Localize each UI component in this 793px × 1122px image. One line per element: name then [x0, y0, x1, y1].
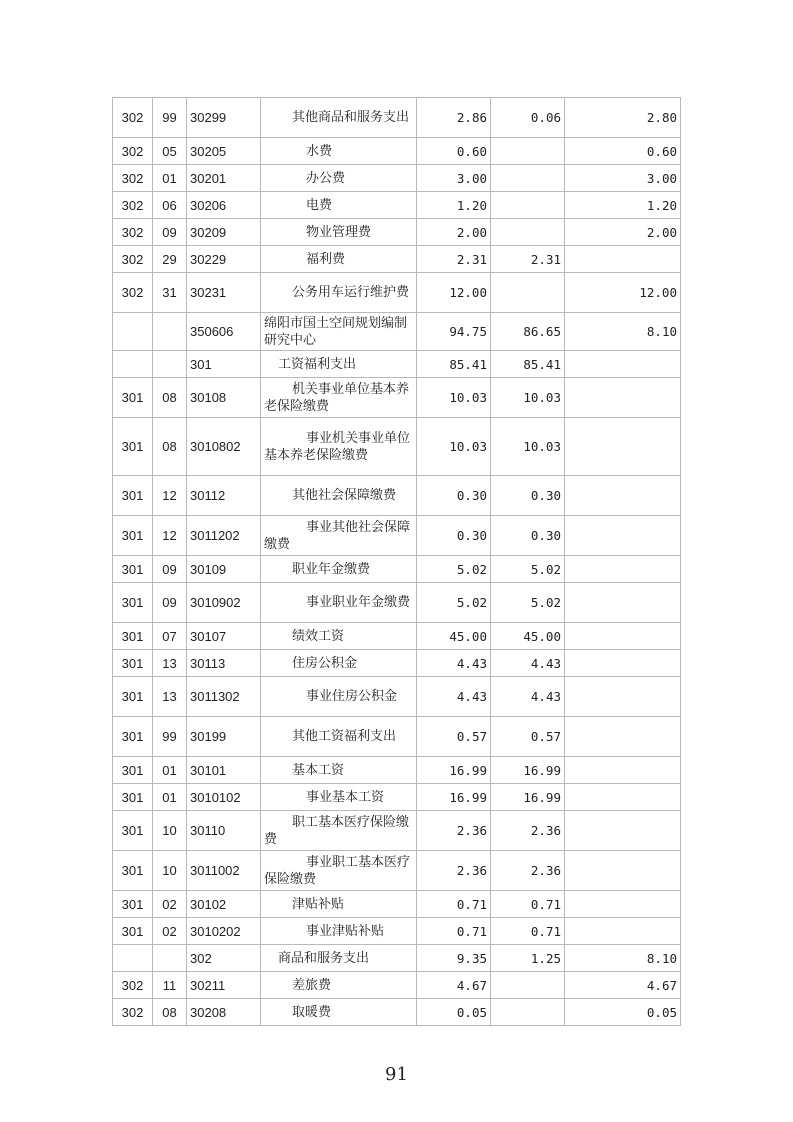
- basic-expense-cell: 16.99: [491, 757, 565, 784]
- total-cell: 0.71: [417, 891, 491, 918]
- item-name-cell: 事业职工基本医疗保险缴费: [261, 851, 417, 891]
- project-expense-cell: [565, 891, 681, 918]
- econ-code-cell: 30231: [187, 273, 261, 313]
- project-expense-cell: 0.60: [565, 138, 681, 165]
- project-expense-cell: 8.10: [565, 313, 681, 351]
- econ-code-cell: 30101: [187, 757, 261, 784]
- basic-expense-cell: 5.02: [491, 583, 565, 623]
- basic-expense-cell: [491, 273, 565, 313]
- table-row: [113, 757, 681, 784]
- class-code-cell: 301: [113, 784, 153, 811]
- item-code-cell: 02: [153, 891, 187, 918]
- item-code-cell: 09: [153, 556, 187, 583]
- total-cell: 1.20: [417, 192, 491, 219]
- basic-expense-cell: [491, 972, 565, 999]
- total-cell: 0.71: [417, 918, 491, 945]
- project-expense-cell: 12.00: [565, 273, 681, 313]
- total-cell: 2.36: [417, 851, 491, 891]
- table-row: [113, 476, 681, 516]
- project-expense-cell: [565, 918, 681, 945]
- table-row: [113, 98, 681, 138]
- item-name-cell: 其他商品和服务支出: [261, 98, 417, 138]
- econ-code-cell: 30110: [187, 811, 261, 851]
- class-code-cell: 301: [113, 918, 153, 945]
- basic-expense-cell: 1.25: [491, 945, 565, 972]
- total-cell: 10.03: [417, 418, 491, 476]
- project-expense-cell: [565, 851, 681, 891]
- item-name-cell: 事业职业年金缴费: [261, 583, 417, 623]
- item-name-cell: 商品和服务支出: [261, 945, 417, 972]
- project-expense-cell: [565, 418, 681, 476]
- project-expense-cell: 2.80: [565, 98, 681, 138]
- total-cell: 4.67: [417, 972, 491, 999]
- project-expense-cell: [565, 784, 681, 811]
- class-code-cell: 302: [113, 999, 153, 1026]
- econ-code-cell: 30107: [187, 623, 261, 650]
- econ-code-cell: 3011002: [187, 851, 261, 891]
- item-name-cell: 基本工资: [261, 757, 417, 784]
- table-row: [113, 650, 681, 677]
- table-row: [113, 246, 681, 273]
- total-cell: 5.02: [417, 556, 491, 583]
- class-code-cell: 301: [113, 623, 153, 650]
- table-row: [113, 677, 681, 717]
- table-row: [113, 945, 681, 972]
- class-code-cell: 301: [113, 476, 153, 516]
- table-row: [113, 918, 681, 945]
- project-expense-cell: 0.05: [565, 999, 681, 1026]
- item-name-cell: 取暖费: [261, 999, 417, 1026]
- project-expense-cell: [565, 351, 681, 378]
- item-code-cell: 02: [153, 918, 187, 945]
- econ-code-cell: 30199: [187, 717, 261, 757]
- item-name-cell: 办公费: [261, 165, 417, 192]
- econ-code-cell: 30109: [187, 556, 261, 583]
- table-row: [113, 219, 681, 246]
- item-code-cell: 06: [153, 192, 187, 219]
- project-expense-cell: 1.20: [565, 192, 681, 219]
- item-name-cell: 工资福利支出: [261, 351, 417, 378]
- total-cell: 0.30: [417, 516, 491, 556]
- econ-code-cell: 302: [187, 945, 261, 972]
- table-row: [113, 784, 681, 811]
- total-cell: 0.05: [417, 999, 491, 1026]
- basic-expense-cell: 0.30: [491, 516, 565, 556]
- budget-table: [112, 97, 681, 1026]
- class-code-cell: 301: [113, 677, 153, 717]
- project-expense-cell: [565, 476, 681, 516]
- project-expense-cell: [565, 717, 681, 757]
- table-row: [113, 192, 681, 219]
- econ-code-cell: 30201: [187, 165, 261, 192]
- table-row: [113, 313, 681, 351]
- item-name-cell: 其他工资福利支出: [261, 717, 417, 757]
- basic-expense-cell: 86.65: [491, 313, 565, 351]
- class-code-cell: 302: [113, 219, 153, 246]
- basic-expense-cell: [491, 138, 565, 165]
- class-code-cell: 301: [113, 378, 153, 418]
- class-code-cell: 301: [113, 757, 153, 784]
- item-code-cell: [153, 945, 187, 972]
- class-code-cell: 301: [113, 583, 153, 623]
- item-name-cell: 津贴补贴: [261, 891, 417, 918]
- basic-expense-cell: 2.31: [491, 246, 565, 273]
- econ-code-cell: 3010802: [187, 418, 261, 476]
- table-row: [113, 891, 681, 918]
- item-name-cell: 事业津贴补贴: [261, 918, 417, 945]
- item-name-cell: 绵阳市国土空间规划编制研究中心: [261, 313, 417, 351]
- basic-expense-cell: 0.30: [491, 476, 565, 516]
- item-name-cell: 福利费: [261, 246, 417, 273]
- item-name-cell: 住房公积金: [261, 650, 417, 677]
- econ-code-cell: 30205: [187, 138, 261, 165]
- class-code-cell: 301: [113, 851, 153, 891]
- basic-expense-cell: 4.43: [491, 650, 565, 677]
- project-expense-cell: [565, 583, 681, 623]
- total-cell: 10.03: [417, 378, 491, 418]
- table-row: [113, 165, 681, 192]
- item-code-cell: 08: [153, 378, 187, 418]
- class-code-cell: 301: [113, 516, 153, 556]
- class-code-cell: 301: [113, 717, 153, 757]
- item-code-cell: 10: [153, 811, 187, 851]
- total-cell: 12.00: [417, 273, 491, 313]
- item-code-cell: [153, 351, 187, 378]
- econ-code-cell: 301: [187, 351, 261, 378]
- item-name-cell: 职工基本医疗保险缴费: [261, 811, 417, 851]
- econ-code-cell: 30209: [187, 219, 261, 246]
- table-row: [113, 351, 681, 378]
- item-name-cell: 事业其他社会保障缴费: [261, 516, 417, 556]
- basic-expense-cell: 0.06: [491, 98, 565, 138]
- basic-expense-cell: 45.00: [491, 623, 565, 650]
- item-code-cell: 07: [153, 623, 187, 650]
- item-name-cell: 水费: [261, 138, 417, 165]
- class-code-cell: 301: [113, 891, 153, 918]
- basic-expense-cell: 85.41: [491, 351, 565, 378]
- basic-expense-cell: [491, 165, 565, 192]
- basic-expense-cell: 0.57: [491, 717, 565, 757]
- econ-code-cell: 3010102: [187, 784, 261, 811]
- item-code-cell: 01: [153, 784, 187, 811]
- total-cell: 4.43: [417, 677, 491, 717]
- class-code-cell: [113, 945, 153, 972]
- total-cell: 45.00: [417, 623, 491, 650]
- total-cell: 2.86: [417, 98, 491, 138]
- item-name-cell: 差旅费: [261, 972, 417, 999]
- project-expense-cell: [565, 623, 681, 650]
- total-cell: 2.00: [417, 219, 491, 246]
- basic-expense-cell: [491, 219, 565, 246]
- project-expense-cell: 3.00: [565, 165, 681, 192]
- table-body: [113, 98, 681, 1026]
- item-code-cell: 12: [153, 476, 187, 516]
- total-cell: 94.75: [417, 313, 491, 351]
- project-expense-cell: [565, 757, 681, 784]
- econ-code-cell: 30113: [187, 650, 261, 677]
- table-row: [113, 999, 681, 1026]
- item-code-cell: 10: [153, 851, 187, 891]
- table-row: [113, 623, 681, 650]
- total-cell: 0.60: [417, 138, 491, 165]
- item-code-cell: 13: [153, 650, 187, 677]
- total-cell: 16.99: [417, 757, 491, 784]
- item-name-cell: 职业年金缴费: [261, 556, 417, 583]
- total-cell: 9.35: [417, 945, 491, 972]
- total-cell: 2.36: [417, 811, 491, 851]
- item-code-cell: 01: [153, 757, 187, 784]
- item-code-cell: 99: [153, 98, 187, 138]
- table-row: [113, 378, 681, 418]
- project-expense-cell: 8.10: [565, 945, 681, 972]
- item-name-cell: 事业基本工资: [261, 784, 417, 811]
- item-code-cell: 09: [153, 583, 187, 623]
- item-code-cell: 05: [153, 138, 187, 165]
- econ-code-cell: 30299: [187, 98, 261, 138]
- table-row: [113, 583, 681, 623]
- econ-code-cell: 3011302: [187, 677, 261, 717]
- table-row: [113, 273, 681, 313]
- table-row: [113, 556, 681, 583]
- item-name-cell: 电费: [261, 192, 417, 219]
- econ-code-cell: 30211: [187, 972, 261, 999]
- total-cell: 5.02: [417, 583, 491, 623]
- class-code-cell: [113, 351, 153, 378]
- total-cell: 0.30: [417, 476, 491, 516]
- class-code-cell: 301: [113, 650, 153, 677]
- table-row: [113, 851, 681, 891]
- econ-code-cell: 350606: [187, 313, 261, 351]
- table-row: [113, 516, 681, 556]
- econ-code-cell: 30208: [187, 999, 261, 1026]
- item-code-cell: 11: [153, 972, 187, 999]
- project-expense-cell: [565, 246, 681, 273]
- item-code-cell: 08: [153, 999, 187, 1026]
- item-name-cell: 事业住房公积金: [261, 677, 417, 717]
- econ-code-cell: 30102: [187, 891, 261, 918]
- project-expense-cell: [565, 811, 681, 851]
- class-code-cell: 302: [113, 165, 153, 192]
- class-code-cell: 302: [113, 273, 153, 313]
- item-code-cell: 08: [153, 418, 187, 476]
- class-code-cell: 301: [113, 811, 153, 851]
- project-expense-cell: 4.67: [565, 972, 681, 999]
- basic-expense-cell: [491, 192, 565, 219]
- table-row: [113, 717, 681, 757]
- item-name-cell: 绩效工资: [261, 623, 417, 650]
- class-code-cell: 302: [113, 246, 153, 273]
- project-expense-cell: [565, 516, 681, 556]
- basic-expense-cell: 0.71: [491, 891, 565, 918]
- item-name-cell: 公务用车运行维护费: [261, 273, 417, 313]
- class-code-cell: 302: [113, 192, 153, 219]
- item-name-cell: 事业机关事业单位基本养老保险缴费: [261, 418, 417, 476]
- basic-expense-cell: 4.43: [491, 677, 565, 717]
- project-expense-cell: [565, 677, 681, 717]
- item-name-cell: 其他社会保障缴费: [261, 476, 417, 516]
- item-name-cell: 机关事业单位基本养老保险缴费: [261, 378, 417, 418]
- page-number: 91: [385, 1064, 408, 1085]
- class-code-cell: 301: [113, 418, 153, 476]
- econ-code-cell: 30112: [187, 476, 261, 516]
- total-cell: 4.43: [417, 650, 491, 677]
- item-code-cell: 29: [153, 246, 187, 273]
- basic-expense-cell: 10.03: [491, 418, 565, 476]
- class-code-cell: 301: [113, 556, 153, 583]
- econ-code-cell: 30108: [187, 378, 261, 418]
- class-code-cell: 302: [113, 138, 153, 165]
- basic-expense-cell: 5.02: [491, 556, 565, 583]
- basic-expense-cell: [491, 999, 565, 1026]
- project-expense-cell: [565, 650, 681, 677]
- project-expense-cell: [565, 378, 681, 418]
- basic-expense-cell: 2.36: [491, 851, 565, 891]
- econ-code-cell: 30206: [187, 192, 261, 219]
- item-code-cell: 01: [153, 165, 187, 192]
- item-code-cell: [153, 313, 187, 351]
- table-row: [113, 811, 681, 851]
- table-row: [113, 418, 681, 476]
- total-cell: 0.57: [417, 717, 491, 757]
- table-row: [113, 972, 681, 999]
- basic-expense-cell: 16.99: [491, 784, 565, 811]
- table-row: [113, 138, 681, 165]
- econ-code-cell: 3011202: [187, 516, 261, 556]
- project-expense-cell: 2.00: [565, 219, 681, 246]
- basic-expense-cell: 2.36: [491, 811, 565, 851]
- econ-code-cell: 30229: [187, 246, 261, 273]
- class-code-cell: 302: [113, 98, 153, 138]
- item-code-cell: 09: [153, 219, 187, 246]
- item-code-cell: 12: [153, 516, 187, 556]
- project-expense-cell: [565, 556, 681, 583]
- item-code-cell: 99: [153, 717, 187, 757]
- econ-code-cell: 3010202: [187, 918, 261, 945]
- total-cell: 85.41: [417, 351, 491, 378]
- basic-expense-cell: 0.71: [491, 918, 565, 945]
- item-code-cell: 31: [153, 273, 187, 313]
- total-cell: 3.00: [417, 165, 491, 192]
- econ-code-cell: 3010902: [187, 583, 261, 623]
- class-code-cell: 302: [113, 972, 153, 999]
- item-name-cell: 物业管理费: [261, 219, 417, 246]
- item-code-cell: 13: [153, 677, 187, 717]
- basic-expense-cell: 10.03: [491, 378, 565, 418]
- total-cell: 16.99: [417, 784, 491, 811]
- total-cell: 2.31: [417, 246, 491, 273]
- class-code-cell: [113, 313, 153, 351]
